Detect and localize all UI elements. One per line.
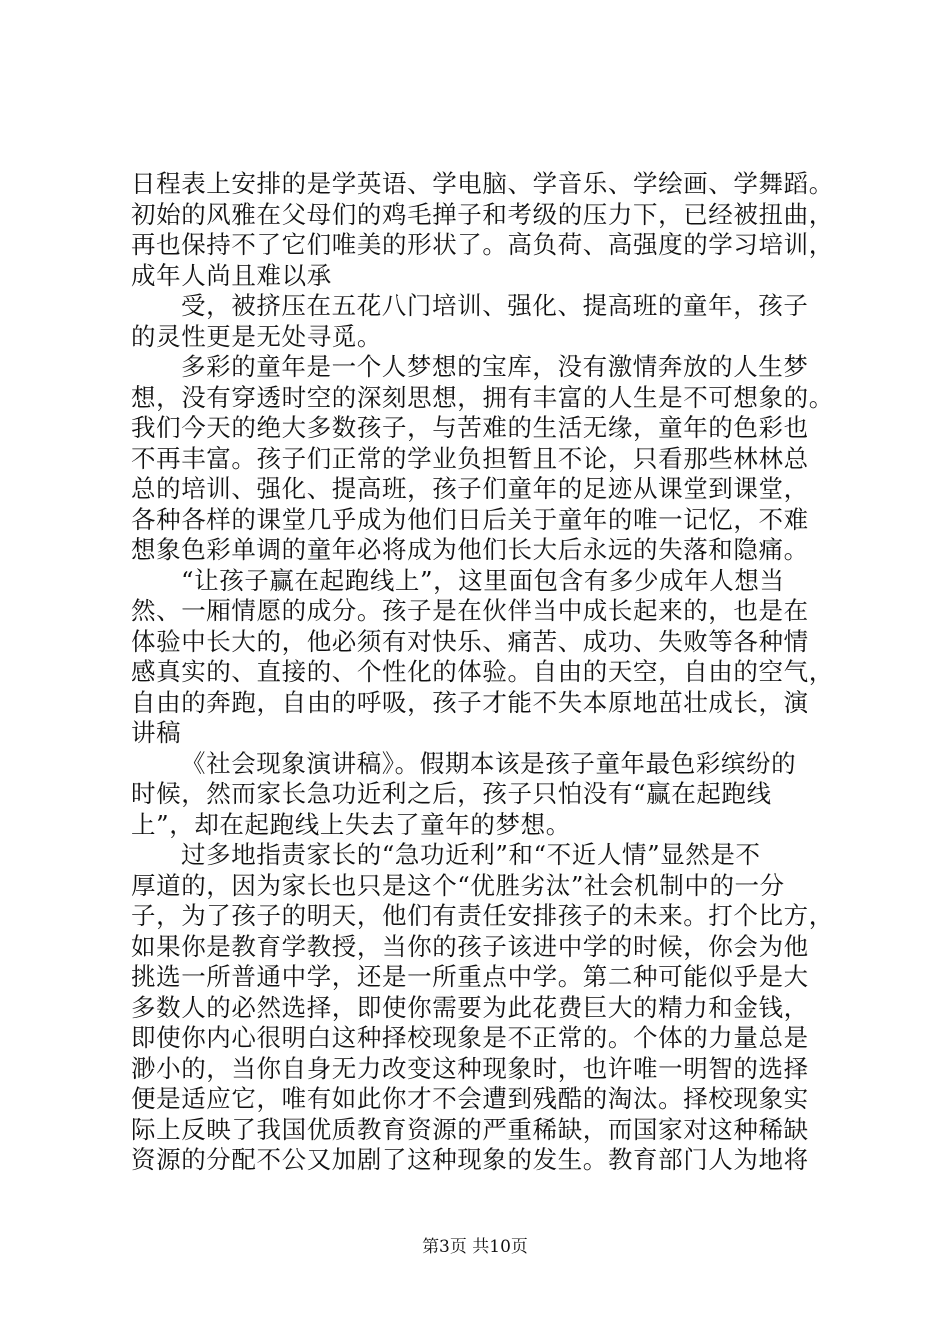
paragraph-3 [131, 352, 834, 566]
paragraph-6 [131, 840, 834, 1176]
text-line: 挑选一所普通中学，还是一所重点中学。第二种可能似乎是大 [131, 962, 809, 991]
document-body [131, 169, 834, 1176]
paragraph-1 [131, 169, 834, 291]
text-line: 各种各样的课堂几乎成为他们日后关于童年的唯一记忆，不难 [131, 504, 809, 534]
text-line: 感真实的、直接的、个性化的体验。自由的天空，自由的空气， [131, 657, 834, 686]
text-line: 体验中长大的，他必须有对快乐、痛苦、成功、失败等各种情 [131, 626, 809, 656]
paragraph-2 [131, 291, 831, 352]
paragraph-4 [131, 565, 834, 749]
text-line: 讲稿 [131, 718, 182, 747]
text-line: 自由的奔跑，自由的呼吸，孩子才能不失本原地茁壮成长，演 [131, 687, 809, 717]
text-line: 然、一厢情愿的成分。孩子是在伙伴当中成长起来的，也是在 [131, 596, 809, 625]
text-line: 渺小的，当你自身无力改变这种现象时，也许唯一明智的选择 [131, 1053, 809, 1083]
text-line: 总的培训、强化、提高班，孩子们童年的足迹从课堂到课堂， [131, 474, 809, 503]
page-number-footer: 第3页 共10页 [422, 1237, 528, 1257]
text-line: 成年人尚且难以承 [131, 260, 332, 290]
text-line: 厚道的，因为家长也只是这个“优胜劣汰”社会机制中的一分 [131, 870, 785, 900]
text-line: 过多地指责家长的“急功近利”和“不近人情”显然是不 [181, 840, 761, 869]
text-line: 我们今天的绝大多数孩子，与苦难的生活无缘，童年的色彩也 [131, 413, 809, 442]
text-line: 想象色彩单调的童年必将成为他们长大后永远的失落和隐痛。 [131, 535, 809, 564]
text-line: 时候，然而家长急功近利之后，孩子只怕没有“赢在起跑线 [131, 779, 772, 808]
text-line: 便是适应它，唯有如此你才不会遭到残酷的淘汰。择校现象实 [131, 1084, 809, 1113]
text-line: 想，没有穿透时空的深刻思想，拥有丰富的人生是不可想象的。 [131, 382, 834, 412]
text-line: 受，被挤压在五花八门培训、强化、提高班的童年，孩子 [181, 291, 809, 320]
text-line: 即使你内心很明白这种择校现象是不正常的。个体的力量总是 [131, 1023, 809, 1052]
text-line: 日程表上安排的是学英语、学电脑、学音乐、学绘画、学舞蹈。 [131, 169, 834, 198]
paragraph-5 [131, 749, 831, 841]
text-line: 的灵性更是无处寻觅。 [131, 321, 382, 351]
text-line: 子，为了孩子的明天，他们有责任安排孩子的未来。打个比方， [131, 901, 834, 930]
text-line: 不再丰富。孩子们正常的学业负担暂且不论，只看那些林林总 [131, 443, 809, 473]
text-line: “让孩子赢在起跑线上”，这里面包含有多少成年人想当 [181, 565, 785, 595]
text-line: 资源的分配不公又加剧了这种现象的发生。教育部门人为地将 [131, 1145, 809, 1174]
text-line: 多数人的必然选择，即使你需要为此花费巨大的精力和金钱， [131, 992, 809, 1022]
text-line: 如果你是教育学教授，当你的孩子该进中学的时候，你会为他 [131, 931, 809, 961]
text-line: 再也保持不了它们唯美的形状了。高负荷、高强度的学习培训， [131, 230, 834, 259]
text-line: 《社会现象演讲稿》。假期本该是孩子童年最色彩缤纷的 [181, 748, 797, 778]
text-line: 际上反映了我国优质教育资源的严重稀缺，而国家对这种稀缺 [131, 1114, 809, 1144]
text-line: 上”，却在起跑线上失去了童年的梦想。 [131, 809, 571, 839]
text-line: 初始的风雅在父母们的鸡毛掸子和考级的压力下，已经被扭曲， [131, 199, 834, 229]
text-line: 多彩的童年是一个人梦想的宝库，没有激情奔放的人生梦 [181, 352, 809, 381]
